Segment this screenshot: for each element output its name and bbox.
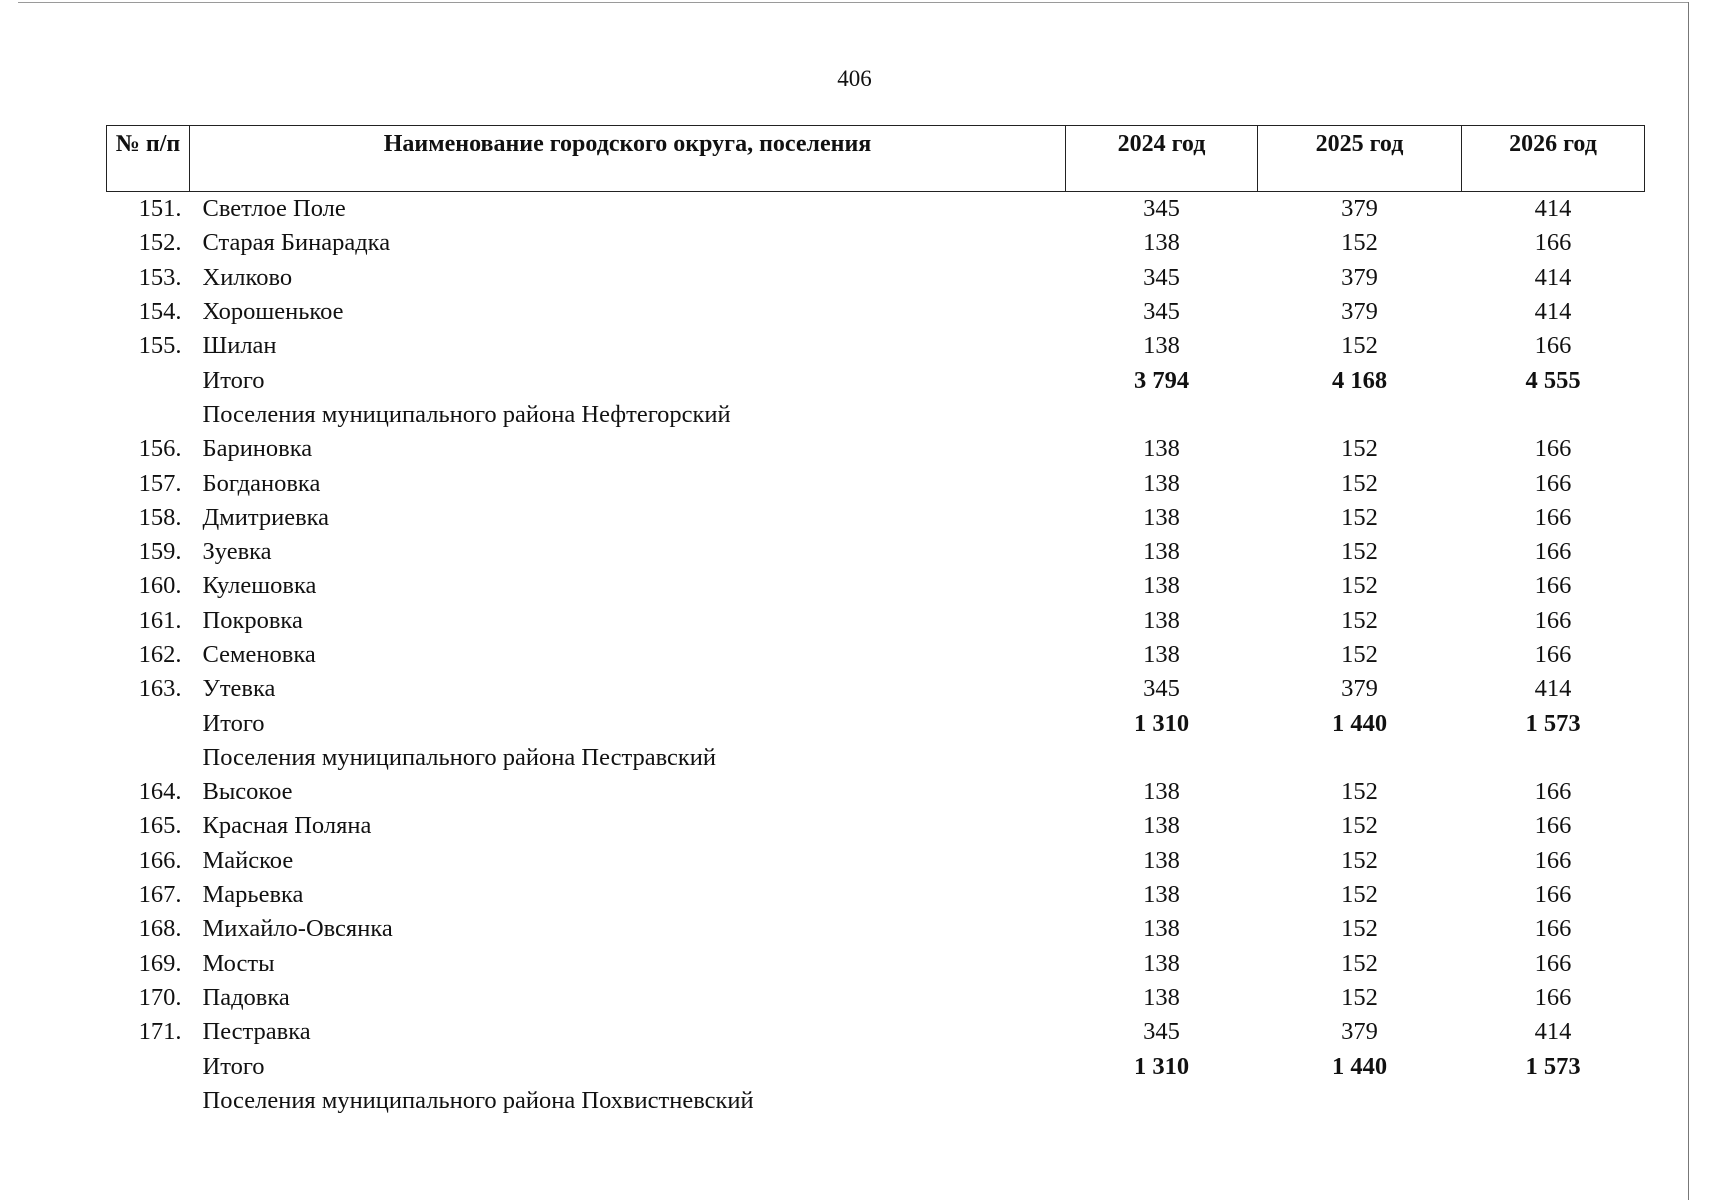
value-2026: 166 (1534, 538, 1572, 566)
value-2025: 1 440 (1331, 1052, 1388, 1080)
value-2026: 166 (1534, 641, 1572, 668)
header-2024: 2024 год (1066, 126, 1258, 192)
settlement-name: Итого (202, 366, 265, 394)
value-2025: 4 168 (1331, 366, 1388, 394)
table-row (107, 261, 1645, 295)
value-2026: 166 (1534, 606, 1572, 634)
value-2024: 138 (1143, 503, 1180, 531)
page-number: 406 (837, 66, 872, 91)
value-2024: 138 (1143, 641, 1180, 668)
table-header-row (107, 126, 1645, 192)
value-2024: 138 (1143, 229, 1180, 257)
value-2026: 166 (1534, 229, 1572, 257)
settlement-name: Итого (202, 709, 265, 737)
value-2026: 166 (1534, 503, 1572, 531)
table-row (107, 501, 1645, 535)
value-2024: 138 (1143, 778, 1180, 806)
table-row (107, 775, 1645, 809)
value-2025: 152 (1341, 949, 1378, 977)
table-row (107, 981, 1645, 1015)
value-2026: 1 573 (1525, 709, 1581, 737)
section-row (107, 398, 1645, 432)
table-body (107, 192, 1645, 1119)
row-number: 169. (138, 949, 182, 977)
value-2024: 138 (1143, 915, 1180, 943)
settlement-name: Бариновка (202, 435, 313, 463)
value-2025: 152 (1341, 881, 1378, 909)
value-2026: 166 (1534, 949, 1572, 977)
value-2024: 138 (1143, 949, 1180, 977)
value-2024: 138 (1143, 846, 1180, 874)
value-2024: 138 (1143, 538, 1180, 566)
table-row (107, 912, 1645, 946)
table-row (107, 466, 1645, 500)
table-row (107, 329, 1645, 363)
table-row (107, 1015, 1645, 1049)
row-number: 162. (138, 641, 182, 668)
value-2024: 138 (1143, 435, 1180, 463)
table-row (107, 569, 1645, 603)
row-number: 160. (138, 572, 182, 600)
value-2025: 152 (1341, 641, 1378, 668)
row-number: 163. (138, 675, 182, 703)
table-row (107, 535, 1645, 569)
table-row (107, 604, 1645, 638)
settlement-name: Красная Поляна (202, 812, 372, 840)
value-2025: 379 (1341, 195, 1378, 223)
value-2026: 4 555 (1525, 366, 1581, 394)
settlement-name: Зуевка (202, 538, 272, 566)
header-2026: 2026 год (1462, 126, 1645, 192)
settlement-name: Марьевка (202, 881, 304, 909)
settlement-name: Пестравка (202, 1018, 311, 1046)
settlement-name: Хилково (202, 263, 293, 291)
value-2026: 166 (1534, 881, 1572, 909)
value-2025: 152 (1341, 778, 1378, 806)
settlement-name: Высокое (202, 778, 293, 806)
settlement-name: Светлое Поле (202, 195, 346, 223)
value-2024: 138 (1143, 572, 1180, 600)
scan-border-right (1688, 2, 1689, 1200)
row-number (107, 398, 190, 432)
table-row (107, 638, 1645, 672)
header-name: Наименование городского округа, поселения (190, 126, 1066, 192)
value-2025: 152 (1341, 812, 1378, 840)
value-2024: 345 (1143, 263, 1180, 291)
value-2024: 138 (1143, 469, 1180, 497)
value-2025: 152 (1341, 332, 1378, 360)
value-2025: 152 (1341, 846, 1378, 874)
settlement-name: Богдановка (202, 469, 321, 497)
value-2024: 345 (1143, 298, 1180, 326)
value-2025: 1 440 (1331, 709, 1388, 737)
value-2024: 1 310 (1133, 709, 1190, 737)
table-row (107, 844, 1645, 878)
settlement-name: Шилан (202, 332, 277, 360)
table-row (107, 947, 1645, 981)
settlement-name: Покровка (202, 606, 303, 634)
table-row (107, 226, 1645, 260)
table-row (107, 672, 1645, 706)
table-row (107, 809, 1645, 843)
row-number (107, 1084, 190, 1118)
settlement-name: Михайло-Овсянка (202, 915, 393, 943)
header-2025: 2025 год (1258, 126, 1462, 192)
row-number (107, 1049, 190, 1083)
value-2026: 1 573 (1525, 1052, 1581, 1080)
row-number (107, 741, 190, 775)
settlement-name: Падовка (202, 983, 290, 1011)
settlement-name: Старая Бинарадка (202, 229, 391, 257)
value-2025: 152 (1341, 915, 1378, 943)
settlement-name: Семеновка (202, 641, 316, 668)
settlement-name: Утевка (202, 675, 276, 703)
total-row (107, 1049, 1645, 1083)
table-row (107, 192, 1645, 227)
settlements-table (106, 125, 1645, 1118)
value-2026: 414 (1534, 298, 1572, 326)
row-number: 166. (138, 846, 182, 874)
table-row (107, 878, 1645, 912)
settlement-name: Майское (202, 846, 294, 874)
total-row (107, 363, 1645, 397)
value-2024: 345 (1143, 195, 1180, 223)
value-2025: 152 (1341, 229, 1378, 257)
row-number: 152. (138, 229, 182, 257)
settlement-name: Мосты (202, 949, 275, 977)
value-2025: 152 (1341, 435, 1378, 463)
row-number: 157. (138, 469, 182, 497)
settlement-name: Итого (202, 1052, 265, 1080)
value-2026: 166 (1534, 983, 1572, 1011)
section-row (107, 741, 1645, 775)
value-2025: 152 (1341, 503, 1378, 531)
row-number: 155. (138, 332, 182, 360)
value-2024: 3 794 (1133, 366, 1190, 394)
section-row (107, 1084, 1645, 1118)
value-2025: 379 (1341, 263, 1378, 291)
settlement-name: Кулешовка (202, 572, 317, 600)
value-2024: 345 (1143, 1018, 1180, 1046)
value-2025: 152 (1341, 538, 1378, 566)
value-2024: 138 (1143, 983, 1180, 1011)
settlement-name: Поселения муниципального района Похвистневский (202, 1086, 754, 1114)
value-2026: 166 (1534, 778, 1572, 806)
settlement-name: Поселения муниципального района Нефтегорский (202, 400, 731, 428)
settlement-name: Дмитриевка (202, 503, 330, 531)
value-2024: 138 (1143, 881, 1180, 909)
value-2026: 166 (1534, 812, 1572, 840)
row-number: 158. (138, 503, 182, 531)
table-row (107, 432, 1645, 466)
value-2025: 152 (1341, 469, 1378, 497)
value-2026: 414 (1534, 1018, 1572, 1046)
total-row (107, 706, 1645, 740)
value-2025: 152 (1341, 983, 1378, 1011)
row-number: 171. (138, 1018, 182, 1046)
row-number: 156. (138, 435, 182, 463)
value-2026: 166 (1534, 332, 1572, 360)
scan-border-top (18, 2, 1688, 3)
row-number: 168. (138, 915, 182, 943)
row-number: 164. (138, 778, 182, 806)
value-2024: 138 (1143, 606, 1180, 634)
value-2025: 379 (1341, 1018, 1378, 1046)
value-2026: 414 (1534, 675, 1572, 703)
value-2025: 379 (1341, 298, 1378, 326)
settlement-name: Поселения муниципального района Пестравский (202, 743, 716, 771)
value-2026: 166 (1534, 435, 1572, 463)
table-row (107, 295, 1645, 329)
row-number: 151. (138, 195, 182, 223)
row-number: 170. (138, 983, 182, 1011)
value-2024: 345 (1143, 675, 1180, 703)
row-number: 154. (138, 298, 182, 326)
value-2026: 166 (1534, 572, 1572, 600)
header-number: № п/п (107, 126, 190, 192)
row-number: 159. (138, 538, 182, 566)
value-2024: 1 310 (1133, 1052, 1190, 1080)
value-2026: 414 (1534, 195, 1572, 223)
row-number (107, 363, 190, 397)
value-2024: 138 (1143, 812, 1180, 840)
settlement-name: Хорошенькое (202, 298, 344, 326)
row-number: 165. (138, 812, 182, 840)
row-number: 153. (138, 263, 182, 291)
row-number (107, 706, 190, 740)
value-2026: 414 (1534, 263, 1572, 291)
value-2025: 152 (1341, 572, 1378, 600)
value-2024: 138 (1143, 332, 1180, 360)
value-2026: 166 (1534, 469, 1572, 497)
value-2026: 166 (1534, 915, 1572, 943)
value-2025: 379 (1341, 675, 1378, 703)
row-number: 161. (138, 606, 182, 634)
value-2025: 152 (1341, 606, 1378, 634)
row-number: 167. (138, 881, 182, 909)
value-2026: 166 (1534, 846, 1572, 874)
